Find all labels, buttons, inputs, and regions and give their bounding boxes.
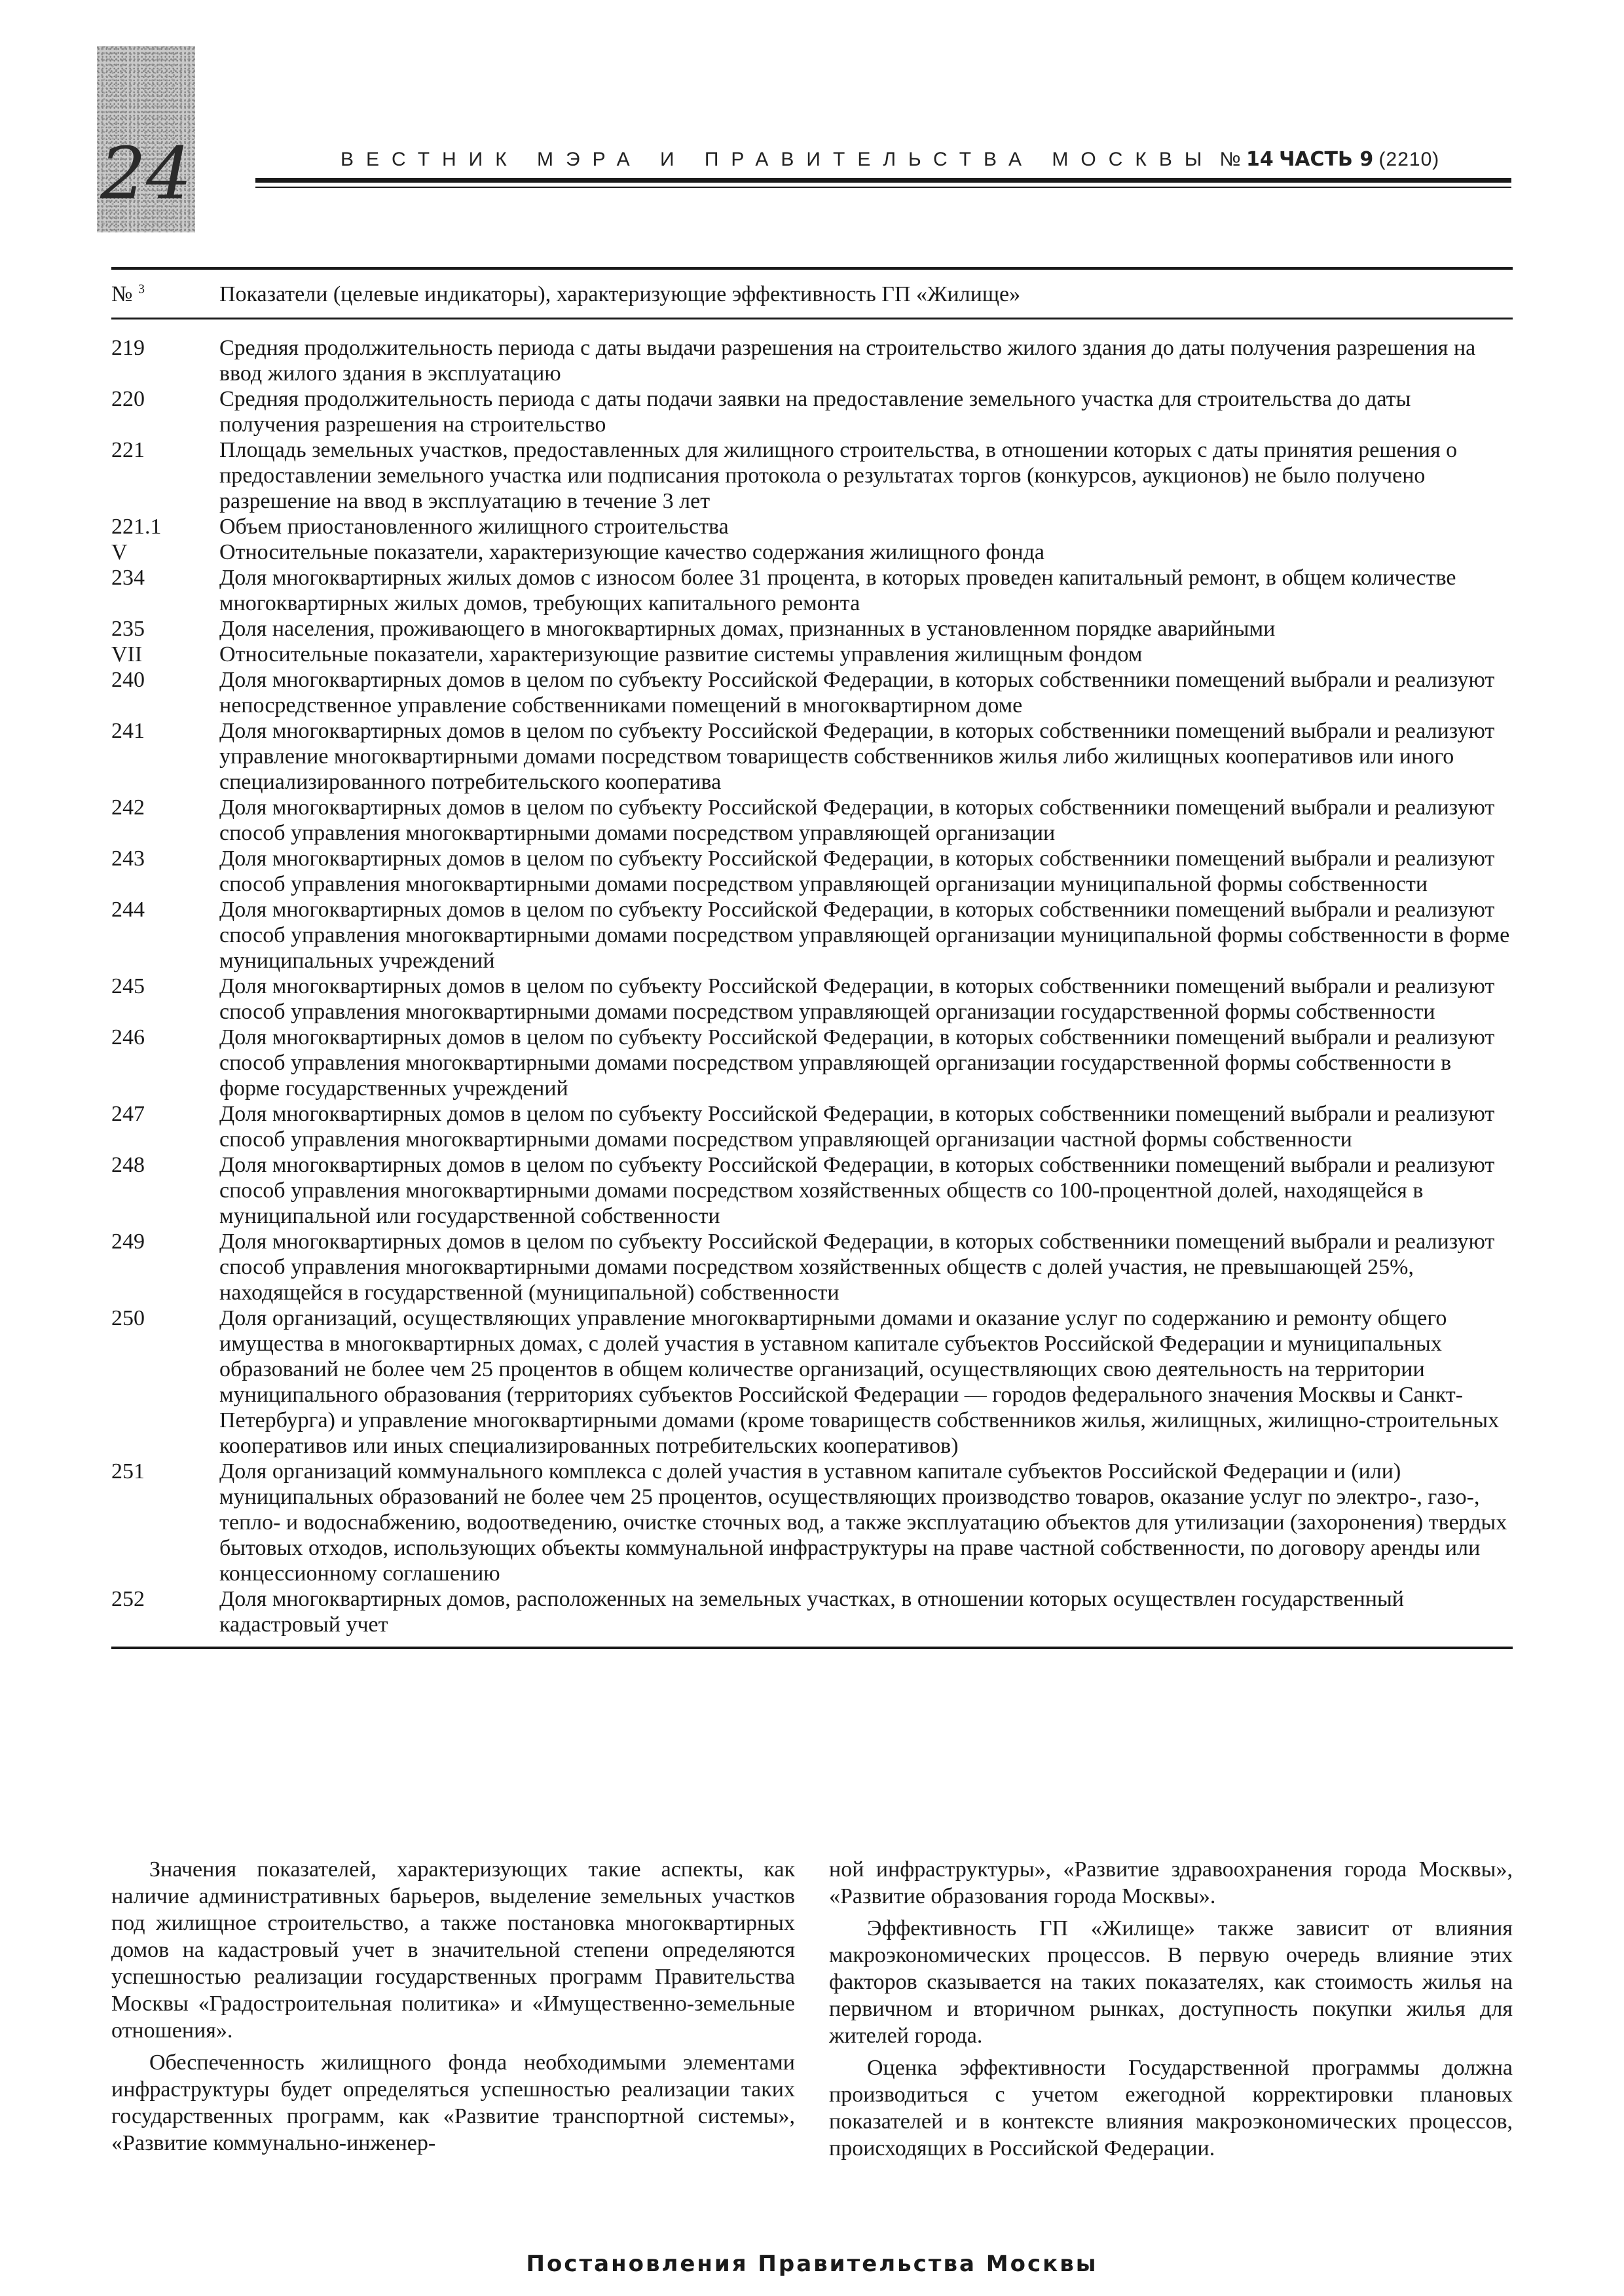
table-row (111, 539, 1513, 565)
row-indicator-text: Доля многоквартирных домов в целом по субъекту Российской Федерации, в которых собственники помещений выбрали и реализуют способ управления многоквартирными домами посредством управляющей организации частной формы собственности (219, 1102, 1495, 1152)
table-row (111, 565, 1513, 616)
table-row (111, 897, 1513, 974)
publication-title: ВЕСТНИК МЭРА И ПРАВИТЕЛЬСТВА МОСКВЫ (341, 149, 1215, 170)
row-indicator-text: Доля населения, проживающего в многоквартирных домах, признанных в установленном порядке аварийными (219, 617, 1276, 641)
table-row (111, 1229, 1513, 1305)
table-row (111, 795, 1513, 846)
table-row (111, 846, 1513, 897)
header-rule-thin (255, 187, 1511, 188)
text-column-left (111, 1856, 795, 2167)
paragraph: Обеспеченность жилищного фонда необходимыми элементами инфраструктуры будет определяться успешностью реализации таких государственных программ, как «Развитие транспортной системы», «Развитие коммунально-инженер- (111, 2050, 795, 2155)
row-indicator-text: Доля многоквартирных домов в целом по субъекту Российской Федерации, в которых собственники помещений выбрали и реализуют способ управления многоквартирными домами посредством управляющей организации государственной формы собственности в форме государственных учреждений (219, 1025, 1495, 1101)
table-row (111, 642, 1513, 667)
row-number: 251 (111, 1459, 145, 1484)
text-column-right (829, 1856, 1513, 2167)
row-indicator-text: Доля многоквартирных домов, расположенных на земельных участках, в отношении которых осуществлен государственный кадастровый учет (219, 1586, 1513, 1648)
table-row (111, 1305, 1513, 1459)
row-number: 247 (111, 1102, 145, 1126)
row-number: V (111, 540, 128, 564)
row-number: 252 (111, 1586, 219, 1648)
row-indicator-text: Относительные показатели, характеризующие качество содержания жилищного фонда (219, 540, 1044, 564)
paragraph-continuation: ной инфраструктуры», «Развитие здравоохранения города Москвы», «Развитие образования города Москвы». (829, 1857, 1513, 1908)
row-number: 220 (111, 387, 145, 411)
row-indicator-text: Площадь земельных участков, предоставленных для жилищного строительства, в отношении которых с даты принятия решения о предоставлении земельного участка или подписания протокола о результатах торгов (конкурсов, аукционов) не было получено разрешение на ввод в эксплуатацию в течение 3 лет (219, 438, 1458, 513)
row-number: 234 (111, 566, 145, 590)
table-row (111, 667, 1513, 718)
footnote-marker: 3 (138, 282, 145, 297)
table-row (111, 1025, 1513, 1101)
row-number: VII (111, 642, 143, 666)
row-number: 246 (111, 1025, 145, 1049)
row-indicator-text: Объем приостановленного жилищного строительства (219, 515, 729, 539)
row-indicator-text: Относительные показатели, характеризующие развитие системы управления жилищным фондом (219, 642, 1143, 666)
row-number: 243 (111, 847, 145, 871)
running-header (341, 148, 1439, 171)
table-row (111, 1586, 1513, 1648)
table-row (111, 1152, 1513, 1229)
row-indicator-text: Доля многоквартирных домов в целом по субъекту Российской Федерации, в которых собственники помещений выбрали и реализуют непосредственное управление собственниками помещений в многоквартирном доме (219, 668, 1495, 718)
issue-number: 14 (1246, 148, 1274, 171)
row-number: 240 (111, 668, 145, 692)
row-indicator-text: Доля многоквартирных домов в целом по субъекту Российской Федерации, в которых собственники помещений выбрали и реализуют способ управления многоквартирными домами посредством управляющей организации муниципальной формы собственности в форме муниципальных учреждений (219, 898, 1510, 973)
row-number: 235 (111, 617, 145, 641)
table-body (111, 319, 1513, 1649)
row-indicator-text: Средняя продолжительность периода с даты выдачи разрешения на строительство жилого здания до даты получения разрешения на ввод жилого здания в эксплуатацию (219, 336, 1476, 386)
table-row (111, 386, 1513, 437)
row-indicator-text: Доля многоквартирных домов в целом по субъекту Российской Федерации, в которых собственники помещений выбрали и реализуют способ управления многоквартирными домами посредством управляющей организации (219, 795, 1495, 845)
page-number: 24 (100, 132, 192, 215)
column-header-indicator: Показатели (целевые индикаторы), характеризующие эффективность ГП «Жилище» (219, 268, 1513, 319)
paragraph: Значения показателей, характеризующих такие аспекты, как наличие административных барьеров, выделение земельных участков под жилищное строительство, а также постановка многоквартирных домов на кадастровый учет в значительной степени определяются успешностью реализации государственных программ Правительства Москвы «Градостроительная политика» и «Имущественно-земельные отношения». (111, 1857, 795, 2043)
table-row (111, 718, 1513, 795)
row-number: 241 (111, 719, 145, 743)
row-indicator-text: Доля многоквартирных жилых домов с износом более 31 процента, в которых проведен капитальный ремонт, в общем количестве многоквартирных жилых домов, требующих капитального ремонта (219, 566, 1456, 615)
row-indicator-text: Доля организаций, осуществляющих управление многоквартирными домами и оказание услуг по содержанию и ремонту общего имущества в многоквартирных домах, с долей участия в уставном капитале субъектов Российской Федерации и муниципальных образований не более чем 25 процентов в общем количестве организаций, осуществляющих свою деятельность на территории муниципального образования (территориях субъектов Российской Федерации — городов федерального значения Москвы и Санкт-Петербурга) и управление многоквартирными домами (кроме товариществ собственников жилья, жилищных, жилищно-строительных кооперативов или иных специализированных потребительских кооперативов) (219, 1306, 1500, 1458)
table-row (111, 319, 1513, 387)
row-indicator-text: Доля организаций коммунального комплекса с долей участия в уставном капитале субъектов Российской Федерации и (или) муниципальных образований не более чем 25 процентов, осуществляющих производство товаров, оказание услуг по электро-, газо-, тепло- и водоснабжению, водоотведению, очистке сточных вод, а также эксплуатацию объектов для утилизации (захоронения) твердых бытовых отходов, использующих объекты коммунальной инфраструктуры на праве частной собственности, по договору аренды или концессионному соглашению (219, 1459, 1507, 1586)
row-indicator-text: Средняя продолжительность периода с даты подачи заявки на предоставление земельного участка для строительства до даты получения разрешения на строительство (219, 387, 1411, 437)
row-indicator-text: Доля многоквартирных домов в целом по субъекту Российской Федерации, в которых собственники помещений выбрали и реализуют способ управления многоквартирными домами посредством управляющей организации государственной формы собственности (219, 974, 1495, 1024)
row-number: 219 (111, 336, 145, 360)
row-number: 221.1 (111, 515, 162, 539)
row-number: 250 (111, 1306, 145, 1330)
row-number: 249 (111, 1230, 145, 1254)
paragraph: Оценка эффективности Государственной программы должна производиться с учетом ежегодной корректировки плановых показателей и в контексте влияния макроэкономических процессов, происходящих в Российской Федерации. (829, 2056, 1513, 2160)
row-number: 242 (111, 795, 145, 820)
row-indicator-text: Доля многоквартирных домов в целом по субъекту Российской Федерации, в которых собственники помещений выбрали и реализуют способ управления многоквартирными домами посредством хозяйственных обществ с долей участия, не превышающей 25%, находящейся в государственной (муниципальной) собственности (219, 1230, 1495, 1305)
issue-total: (2210) (1378, 149, 1440, 170)
indicators-table (111, 267, 1513, 1649)
footer-section-title: Постановления Правительства Москвы (526, 2251, 1098, 2277)
part-label: ЧАСТЬ 9 (1279, 148, 1374, 171)
row-number: 221 (111, 438, 145, 462)
column-header-number: № $^3$ (111, 268, 219, 319)
table-row (111, 514, 1513, 539)
row-number: 244 (111, 898, 145, 922)
body-text (111, 1856, 1513, 2167)
table-header-row (111, 268, 1513, 319)
table-row (111, 616, 1513, 642)
row-indicator-text: Доля многоквартирных домов в целом по субъекту Российской Федерации, в которых собственники помещений выбрали и реализуют управление многоквартирными домами посредством товариществ собственников жилья либо жилищных кооперативов или иного специализированного потребительского кооператива (219, 719, 1495, 794)
row-number: 248 (111, 1153, 145, 1177)
row-indicator-text: Доля многоквартирных домов в целом по субъекту Российской Федерации, в которых собственники помещений выбрали и реализуют способ управления многоквартирными домами посредством управляющей организации муниципальной формы собственности (219, 847, 1495, 896)
issue-number-sign: № (1219, 149, 1241, 170)
header-rule-thick (255, 178, 1511, 183)
row-indicator-text: Доля многоквартирных домов в целом по субъекту Российской Федерации, в которых собственники помещений выбрали и реализуют способ управления многоквартирными домами посредством хозяйственных обществ со 100-процентной долей, находящейся в муниципальной или государственной собственности (219, 1153, 1495, 1228)
paragraph: Эффективность ГП «Жилище» также зависит от влияния макроэкономических процессов. В первую очередь влияние этих факторов сказывается на таких показателях, как стоимость жилья на первичном и вторичном рынках, доступность покупки жилья для жителей города. (829, 1916, 1513, 2048)
row-number: 245 (111, 974, 145, 998)
table-row (111, 437, 1513, 514)
table-row (111, 974, 1513, 1025)
table-row (111, 1101, 1513, 1152)
table-row (111, 1459, 1513, 1586)
